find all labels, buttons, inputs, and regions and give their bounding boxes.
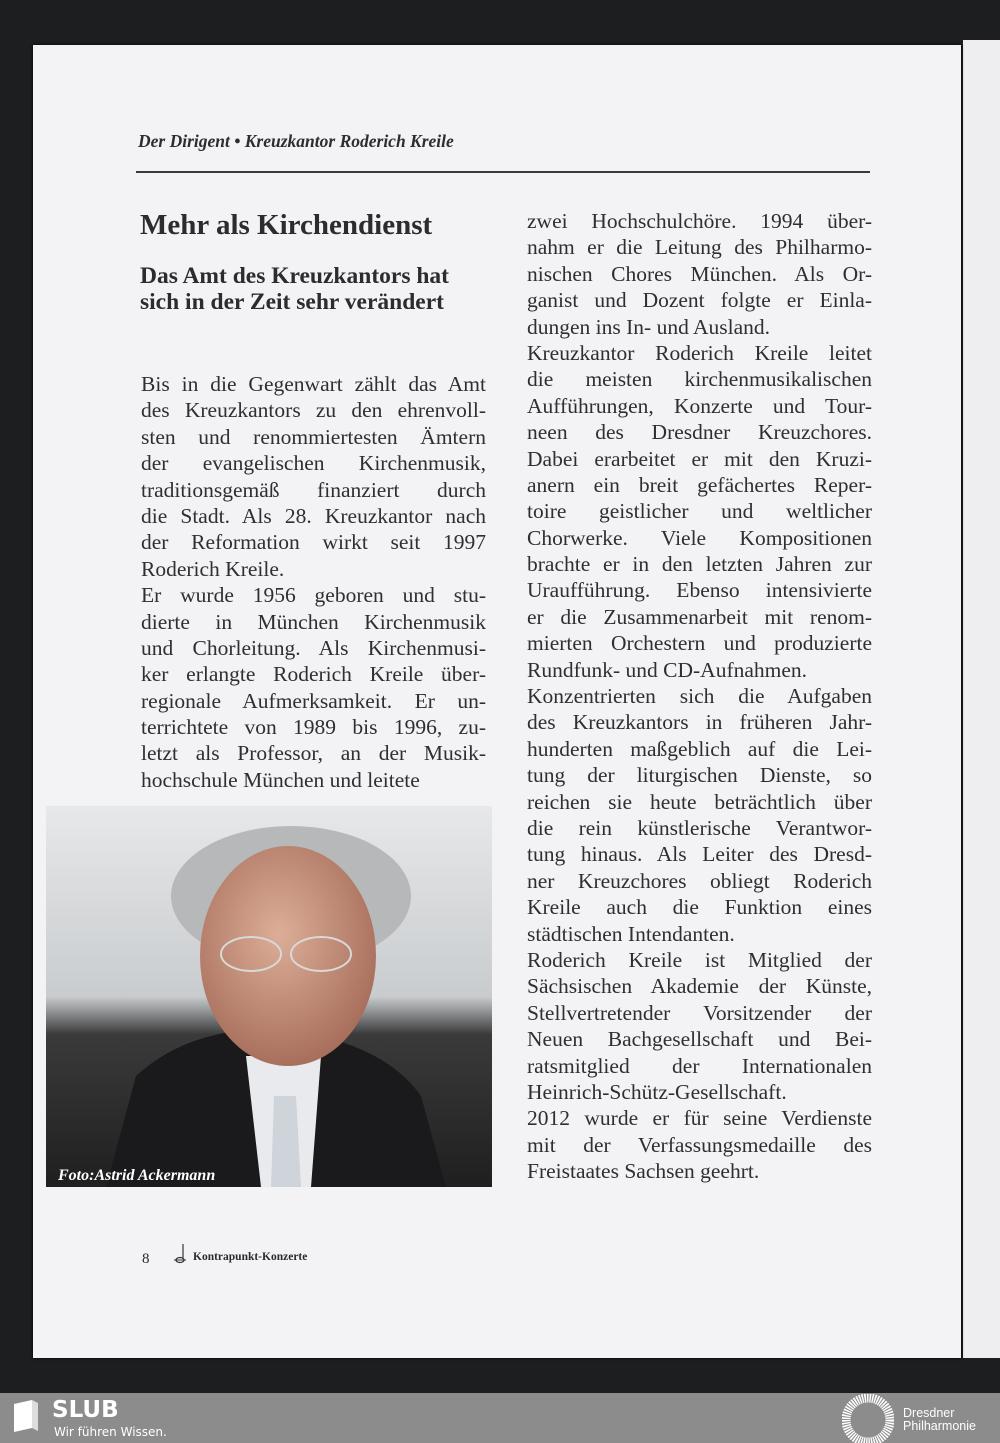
text-line: hunderten maßgeblich auf die Lei- <box>527 736 872 761</box>
text-line: Roderich Kreile ist Mitglied der <box>527 947 872 972</box>
partner-line: Philharmonie <box>903 1419 976 1433</box>
text-line: städtischen Intendanten. <box>527 921 735 946</box>
text-line: des Kreuzkantors zu den ehrenvoll- <box>141 398 486 423</box>
partner-line: Dresdner <box>903 1406 955 1420</box>
text-line: Kreile auch die Funktion eines <box>527 895 872 920</box>
text-line: anern ein breit gefächertes Reper- <box>527 472 872 497</box>
slub-logo-text[interactable]: SLUB <box>52 1397 119 1423</box>
text-line: letzt als Professor, an der Musik- <box>141 741 486 766</box>
article-subtitle <box>140 263 449 315</box>
text-line: Stellvertretender Vorsitzender der <box>527 1000 872 1025</box>
text-line: traditionsgemäß finanziert durch <box>141 477 486 502</box>
text-line: zwei Hochschulchöre. 1994 über- <box>527 209 872 233</box>
next-page-edge <box>963 40 1000 1358</box>
music-note-icon <box>174 1244 188 1264</box>
philharmonie-sun-logo-icon <box>842 1394 894 1443</box>
text-line: terrichtete von 1989 bis 1996, zu- <box>141 715 486 740</box>
text-line: ker erlangte Roderich Kreile über- <box>141 662 486 687</box>
text-line: Dabei erarbeitet er mit den Kruzi- <box>527 446 872 471</box>
paragraph <box>527 208 872 340</box>
text-line: nahm er die Leitung des Philharmo- <box>527 235 872 260</box>
header-rule <box>136 171 870 173</box>
slub-book-icon <box>12 1398 40 1434</box>
text-line: Rundfunk- und CD-Aufnahmen. <box>527 657 808 682</box>
text-line: hochschule München und leitete <box>141 767 420 792</box>
portrait-photo <box>46 806 492 1187</box>
text-line: Freistaates Sachsen geehrt. <box>527 1159 760 1184</box>
paragraph <box>527 947 872 1105</box>
photo-caption: Foto:Astrid Ackermann <box>58 1167 216 1184</box>
text-line: der evangelischen Kirchenmusik, <box>141 451 486 476</box>
paragraph <box>141 582 486 793</box>
text-line: er die Zusammenarbeit mit renom- <box>527 604 872 629</box>
text-line: mit der Verfassungsmedaille des <box>527 1132 872 1157</box>
paragraph <box>527 1105 872 1184</box>
text-line: Chorwerke. Viele Kompositionen <box>527 525 872 550</box>
text-line: brachte er in den letzten Jahren zur <box>527 552 872 577</box>
paragraph <box>527 340 872 683</box>
left-column <box>141 371 486 793</box>
text-line: 2012 wurde er für seine Verdienste <box>527 1106 872 1131</box>
paragraph <box>141 371 486 582</box>
series-name: Kontrapunkt-Konzerte <box>193 1251 308 1263</box>
text-line: nischen Chores München. Als Or- <box>527 261 872 286</box>
portrait-image <box>46 806 492 1187</box>
text-line: die Stadt. Als 28. Kreuzkantor nach <box>141 503 486 528</box>
text-line: dungen ins In- und Ausland. <box>527 314 771 339</box>
page-number: 8 <box>142 1251 150 1267</box>
partner-logo-text[interactable] <box>903 1407 976 1433</box>
text-line: Kreuzkantor Roderich Kreile leitet <box>527 340 872 365</box>
text-line: des Kreuzkantors in früheren Jahr- <box>527 710 872 735</box>
right-column <box>527 208 872 1184</box>
text-line: Heinrich-Schütz-Gesellschaft. <box>527 1079 787 1104</box>
text-line: der Reformation wirkt seit 1997 <box>141 530 486 555</box>
text-line: Neuen Bachgesellschaft und Bei- <box>527 1027 872 1052</box>
text-line: dierte in München Kirchenmusik <box>141 609 486 634</box>
text-line: Bis in die Gegenwart zählt das Amt <box>141 372 486 396</box>
article-title: Mehr als Kirchendienst <box>140 209 433 241</box>
text-line: und Chorleitung. Als Kirchenmusi- <box>141 635 486 660</box>
slub-tagline: Wir führen Wissen. <box>54 1425 167 1439</box>
text-line: ner Kreuzchores obliegt Roderich <box>527 868 872 893</box>
text-line: Sächsischen Akademie der Künste, <box>527 974 872 999</box>
text-line: mierten Orchestern und produzierte <box>527 631 872 656</box>
text-line: sten und renommiertesten Ämtern <box>141 424 486 449</box>
text-line: die rein künstlerische Verantwor- <box>527 815 872 840</box>
text-line: Er wurde 1956 geboren und stu- <box>141 583 486 608</box>
text-line: die meisten kirchenmusikalischen <box>527 367 872 392</box>
text-line: reichen sie heute beträchtlich über <box>527 789 872 814</box>
subtitle-line: Das Amt des Kreuzkantors hat <box>140 263 449 289</box>
text-line: tung hinaus. Als Leiter des Dresd- <box>527 842 872 867</box>
subtitle-line: sich in der Zeit sehr verändert <box>140 289 444 315</box>
text-line: Aufführungen, Konzerte und Tour- <box>527 393 872 418</box>
text-line: Roderich Kreile. <box>141 556 285 581</box>
text-line: Konzentrierten sich die Aufgaben <box>527 684 872 709</box>
running-header: Der Dirigent • Kreuzkantor Roderich Kreile <box>138 131 454 151</box>
text-line: tung der liturgischen Dienste, so <box>527 763 872 788</box>
text-line: ratsmitglied der Internationalen <box>527 1053 872 1078</box>
text-line: regionale Aufmerksamkeit. Er un- <box>141 688 486 713</box>
text-line: ganist und Dozent folgte er Einla- <box>527 288 872 313</box>
text-line: toire geistlicher und weltlicher <box>527 499 872 524</box>
text-line: Uraufführung. Ebenso intensivierte <box>527 578 872 603</box>
text-line: neen des Dresdner Kreuzchores. <box>527 420 872 445</box>
paragraph <box>527 683 872 947</box>
